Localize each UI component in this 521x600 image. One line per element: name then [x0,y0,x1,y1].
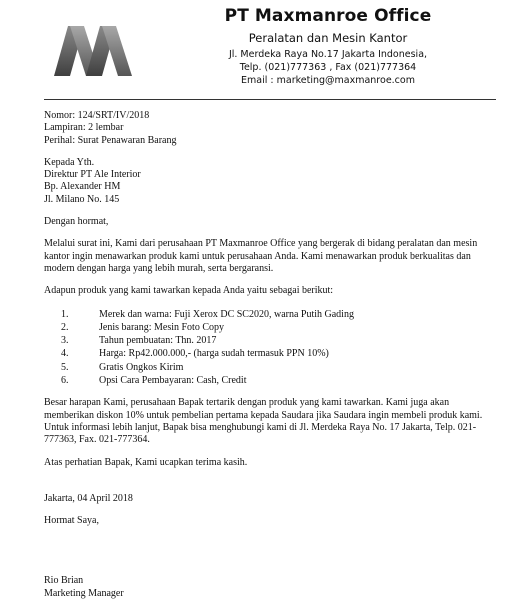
letter-body [44,110,496,600]
list-item: 4. Harga: Rp42.000.000,- (harga sudah termasuk PPN 10%) [61,348,329,360]
recipient-line-4: Jl. Milano No. 145 [44,193,120,205]
letter-subject: Perihal: Surat Penawaran Barang [44,134,177,146]
closing-thanks: Atas perhatian Bapak, Kami ucapkan terima kasih. [44,456,248,468]
list-item: 3. Tahun pembuatan: Thn. 2017 [61,335,217,347]
letter-number: Nomor: 124/SRT/IV/2018 [44,110,150,121]
recipient-line-1: Kepada Yth. [44,156,95,168]
company-email: Email : marketing@maxmanroe.com [241,75,415,86]
salutation: Dengan hormat, [44,216,109,228]
items-intro: Adapun produk yang kami tawarkan kepada Anda yaitu sebagai berikut: [44,285,334,297]
offer-items-list [44,308,496,388]
letterhead [138,5,518,87]
signer-title: Marketing Manager [44,587,124,599]
place-date: Jakarta, 04 April 2018 [44,492,133,504]
company-phone: Telp. (021)777363 , Fax (021)777364 [239,62,417,73]
company-name: PT Maxmanroe Office [224,6,432,26]
list-item: 6. Opsi Cara Pembayaran: Cash, Credit [61,375,247,387]
paragraph-offer: Besar harapan Kami, perusahaan Bapak tertarik dengan produk yang kami tawarkan. Kami juga akan memberikan diskon 10% untuk pembelian pertama kepada Saudara jika Saudara ingin membeli produk kami. Untuk informasi lebih lanjut, Bapak bisa menghubungi kami di Jl. Merdeka Raya No. 17 Jakarta, Telp. 021-777363, Fax. 021-777364. [44,397,483,446]
recipient-line-3: Bp. Alexander HM [44,181,121,193]
company-address: Jl. Merdeka Raya No.17 Jakarta Indonesia, [228,49,428,60]
list-item: 5. Gratis Ongkos Kirim [61,361,184,373]
letter-attachment: Lampiran: 2 lembar [44,122,124,134]
company-logo-icon [54,26,132,76]
regards: Hormat Saya, [44,515,99,527]
paragraph-intro: Melalui surat ini, Kami dari perusahaan PT Maxmanroe Office yang bergerak di bidang peralatan dan mesin kantor ingin menawarkan produk kami untuk perusahaan Anda. Kami menawarkan produk berkualitas dan modern dengan harga yang lebih murah, serta bergaransi. [44,238,478,274]
company-tagline: Peralatan dan Mesin Kantor [248,31,408,45]
list-item: 1. Merek dan warna: Fuji Xerox DC SC2020, warna Putih Gading [61,308,354,320]
signer-name: Rio Brian [44,575,84,587]
recipient-line-2: Direktur PT Ale Interior [44,169,141,181]
header-divider [44,99,496,100]
list-item: 2. Jenis barang: Mesin Foto Copy [61,321,224,333]
